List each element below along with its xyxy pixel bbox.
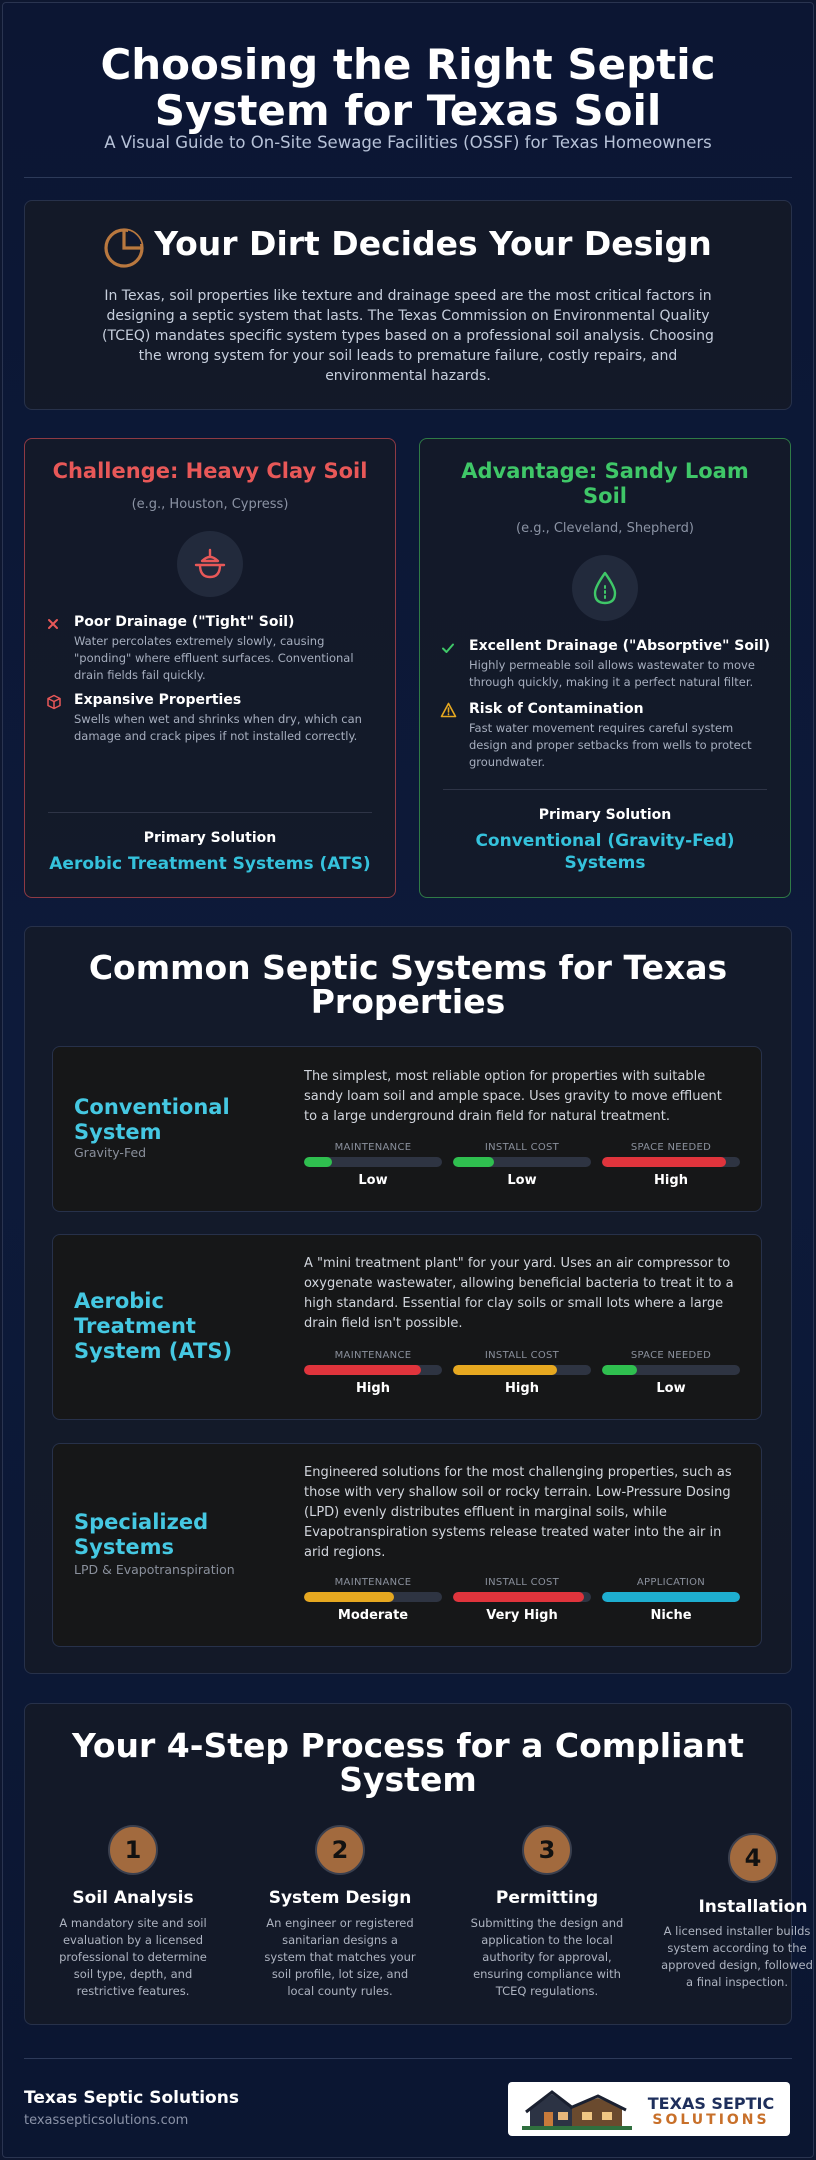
- meter-bar: [602, 1157, 740, 1167]
- meter-bar: [453, 1157, 591, 1167]
- meter-label: INSTALL COST: [484, 1350, 560, 1361]
- logo-text: TEXAS SEPTIC: [647, 2094, 775, 2113]
- system-description: The simplest, most reliable option for properties with suitable sandy loam soil and ample space. Uses gravity to move effluent to a large underground drain field for natural treatment.: [304, 1069, 722, 1124]
- step-number: 1: [108, 1825, 158, 1875]
- intro-text: In Texas, soil properties like texture and drainage speed are the most critical factors in designing a septic system that lasts. The Texas Commission on Environmental Quality (TCEQ) mandates specific system types based on a professional soil analysis. Choosing the wrong system for your soil leads to premature failure, costly repairs, and environmental hazards.: [102, 288, 714, 384]
- step-description: An engineer or registered sanitarian designs a system that matches your soil profile, lot size, and local county rules.: [264, 1916, 416, 1998]
- meter-bar: [304, 1157, 442, 1167]
- divider: [48, 812, 372, 813]
- sandy-examples: (e.g., Cleveland, Shepherd): [516, 521, 694, 536]
- sandy-point-title: Risk of Contamination: [469, 701, 644, 717]
- meter-bar: [602, 1592, 740, 1602]
- step-number: 2: [315, 1825, 365, 1875]
- page-title: Choosing the Right Septic System for Texas Soil: [100, 40, 716, 135]
- steps-title: Your 4-Step Process for a Compliant System: [72, 1726, 744, 1799]
- page-subtitle: A Visual Guide to On-Site Sewage Facilities (OSSF) for Texas Homeowners: [104, 133, 712, 152]
- cube-icon: [46, 694, 62, 710]
- intro-title: Your Dirt Decides Your Design: [154, 224, 712, 263]
- meter-label: INSTALL COST: [484, 1577, 560, 1588]
- clay-point-title: Expansive Properties: [74, 692, 242, 708]
- step-title: Permitting: [495, 1888, 599, 1908]
- meter-label: MAINTENANCE: [334, 1142, 412, 1153]
- step-title: Installation: [698, 1897, 808, 1917]
- systems-title: Common Septic Systems for Texas Properties: [88, 948, 728, 1021]
- meter-value: Low: [507, 1173, 537, 1188]
- logo-text: SOLUTIONS: [652, 2112, 770, 2128]
- system-name: Aerobic Treatment System (ATS): [74, 1289, 233, 1363]
- meter-value: High: [356, 1381, 390, 1396]
- clay-point-desc: Water percolates extremely slowly, causing "ponding" where effluent surfaces. Conventional drain fields fail quickly.: [74, 634, 354, 682]
- meter-bar: [453, 1592, 591, 1602]
- meter-label: MAINTENANCE: [334, 1577, 412, 1588]
- meter-value: Low: [656, 1381, 686, 1396]
- step-description: A mandatory site and soil evaluation by a licensed professional to determine soil type, depth, and restrictive features.: [59, 1916, 207, 1998]
- company-logo: [508, 2082, 790, 2136]
- step-description-clip: [660, 1923, 814, 1993]
- system-subtitle: LPD & Evapotranspiration: [74, 1562, 235, 1577]
- system-name: Specialized Systems: [74, 1510, 209, 1559]
- step-description: A licensed installer builds system according to the approved design, followed a final inspection.: [661, 1924, 813, 1989]
- meter-bar: [304, 1592, 442, 1602]
- system-subtitle: Gravity-Fed: [74, 1145, 147, 1160]
- divider: [24, 177, 792, 178]
- sandy-solution: Conventional (Gravity-Fed) Systems: [475, 831, 735, 873]
- meter-value: High: [654, 1173, 688, 1188]
- meter-bar: [453, 1365, 591, 1375]
- clay-point-title: Poor Drainage ("Tight" Soil): [74, 614, 295, 630]
- sandy-solution-label: Primary Solution: [538, 807, 672, 823]
- clay-examples: (e.g., Houston, Cypress): [131, 497, 289, 512]
- x-icon: [46, 616, 60, 630]
- meter-bar: [602, 1365, 740, 1375]
- clay-solution: Aerobic Treatment Systems (ATS): [49, 854, 371, 874]
- step-description: Submitting the design and application to the local authority for approval, ensuring compliance with TCEQ regulations.: [470, 1916, 624, 1998]
- footer-company: Texas Septic Solutions: [24, 2088, 239, 2108]
- divider: [443, 789, 767, 790]
- footer-url[interactable]: texassepticsolutions.com: [24, 2113, 189, 2128]
- meter-label: INSTALL COST: [484, 1142, 560, 1153]
- meter-label: SPACE NEEDED: [630, 1350, 712, 1361]
- step-title: Soil Analysis: [72, 1888, 194, 1908]
- step-number: 3: [522, 1825, 572, 1875]
- clay-solution-label: Primary Solution: [143, 830, 277, 846]
- meter-value: Low: [358, 1173, 388, 1188]
- sandy-point-title: Excellent Drainage ("Absorptive" Soil): [469, 638, 770, 654]
- warning-icon: [440, 702, 457, 718]
- step-number: 4: [728, 1833, 778, 1883]
- system-description: Engineered solutions for the most challenging properties, such as those with very shallow soil or rocky terrain. Low-Pressure Dosing (LPD) evenly distributes effluent in marginal soils, while Evapotranspiration systems release treated water into the air in arid regions.: [304, 1465, 732, 1560]
- clay-point-desc: Swells when wet and shrinks when dry, which can damage and crack pipes if not installed correctly.: [74, 712, 362, 743]
- meter-value: High: [505, 1381, 539, 1396]
- clay-drip-icon: [177, 531, 243, 597]
- meter-label: SPACE NEEDED: [630, 1142, 712, 1153]
- system-description: A "mini treatment plant" for your yard. Uses an air compressor to oxygenate wastewater, allowing beneficial bacteria to treat it to a high standard. Essential for clay soils or small lots where a large drain field isn't possible.: [304, 1256, 734, 1331]
- water-drop-icon: [572, 555, 638, 621]
- meter-label: MAINTENANCE: [334, 1350, 412, 1361]
- sandy-title: Advantage: Sandy Loam Soil: [461, 459, 749, 508]
- check-icon: [441, 640, 455, 654]
- step-title: System Design: [268, 1888, 412, 1908]
- meter-value: Niche: [650, 1608, 692, 1623]
- sandy-point-desc: Highly permeable soil allows wastewater to move through quickly, making it a perfect natural filter.: [469, 658, 755, 689]
- sandy-point-desc: Fast water movement requires careful system design and proper setbacks from wells to protect groundwater.: [469, 721, 752, 769]
- clay-title: Challenge: Heavy Clay Soil: [52, 459, 368, 483]
- house-logo-icon: [522, 2086, 632, 2132]
- meter-value: Very High: [486, 1608, 558, 1623]
- divider: [24, 2058, 792, 2059]
- meter-bar: [304, 1365, 442, 1375]
- meter-value: Moderate: [337, 1608, 409, 1623]
- meter-label: APPLICATION: [636, 1577, 706, 1588]
- system-name: Conventional System: [74, 1095, 230, 1144]
